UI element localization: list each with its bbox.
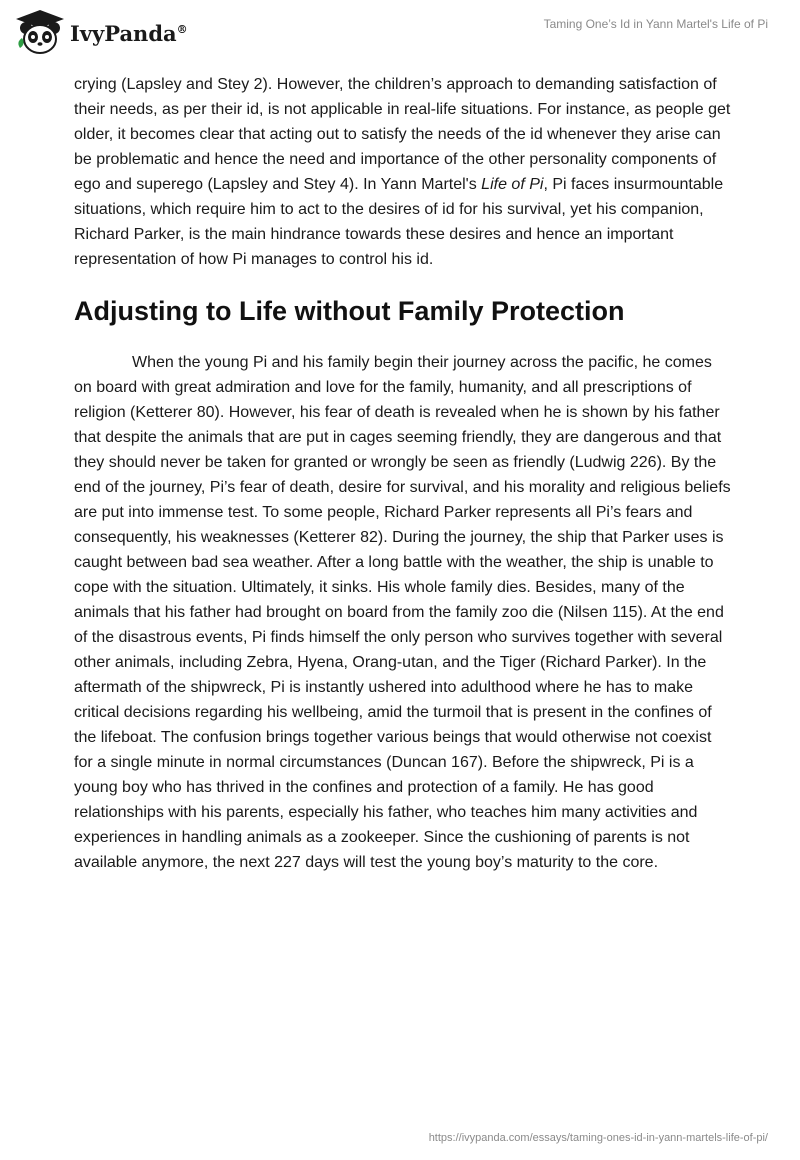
- paragraph-intro: [74, 72, 734, 272]
- paragraph-text: , Pi faces insurmountable situations, which require him to act to the desires of id for his survival, yet his companion, Richard Parker, is the main hindrance towards these desires and hence an important representation of how Pi manages to control his id.: [74, 176, 724, 268]
- paragraph-section-body: When the young Pi and his family begin their journey across the pacific, he comes on board with great admiration and love for the family, humanity, and all prescriptions of religion (Ketterer 80). However, his fear of death is revealed when he is shown by his father that despite the animals that are put in cages seeming friendly, they are dangerous and that they should never be taken for granted or wrongly be seen as friendly (Ludwig 226). By the end of the journey, Pi’s fear of death, desire for survival, and his morality and religious beliefs are put into immense test. To some people, Richard Parker represents all Pi’s fears and consequently, his weaknesses (Ketterer 82). During the journey, the ship that Parker uses is caught between bad sea weather. After a long battle with the weather, the ship is unable to cope with the situation. Ultimately, it sinks. His whole family dies. Besides, many of the animals that his father had brought on board from the family zoo die (Nilsen 115). At the end of the disastrous events, Pi finds himself the only person who survives together with several other animals, including Zebra, Hyena, Orang-utan, and the Tiger (Richard Parker). In the aftermath of the shipwreck, Pi is instantly ushered into adulthood where he has to make critical decisions regarding his wellbeing, amid the turmoil that is present in the confines of the lifeboat. The confusion brings together various beings that would otherwise not coexist for a single minute in normal circumstances (Duncan 167). Before the shipwreck, Pi is a young boy who has thrived in the confines and protection of a family. He has good relationships with his parents, especially his father, who teaches him many activities and experiences in handling animals as a zookeeper. Since the cushioning of parents is not available anymore, the next 227 days will test the young boy’s maturity to the core.: [74, 354, 731, 871]
- page-header: [0, 0, 800, 70]
- section-heading: Adjusting to Life without Family Protection: [74, 296, 625, 326]
- document-title: Taming One’s Id in Yann Martel's Life of Pi: [543, 17, 768, 31]
- brand-name: IvyPanda®: [70, 20, 188, 46]
- panda-graduate-icon: [14, 8, 66, 56]
- brand-logo[interactable]: [14, 8, 188, 56]
- essay-body: [74, 72, 734, 875]
- paragraph-text: crying (Lapsley and Stey 2). However, the children’s approach to demanding satisfaction of their needs, as per their id, is not applicable in real-life situations. For instance, as people get older, it becomes clear that acting out to satisfy the needs of the id whenever they arise can be problematic and hence the need and importance of the other personality components of ego and superego (Lapsley and Stey 4). In Yann Martel's: [74, 76, 731, 193]
- book-title-italic: Life of Pi: [481, 176, 544, 193]
- source-url[interactable]: https://ivypanda.com/essays/taming-ones-id-in-yann-martels-life-of-pi/: [428, 1132, 768, 1144]
